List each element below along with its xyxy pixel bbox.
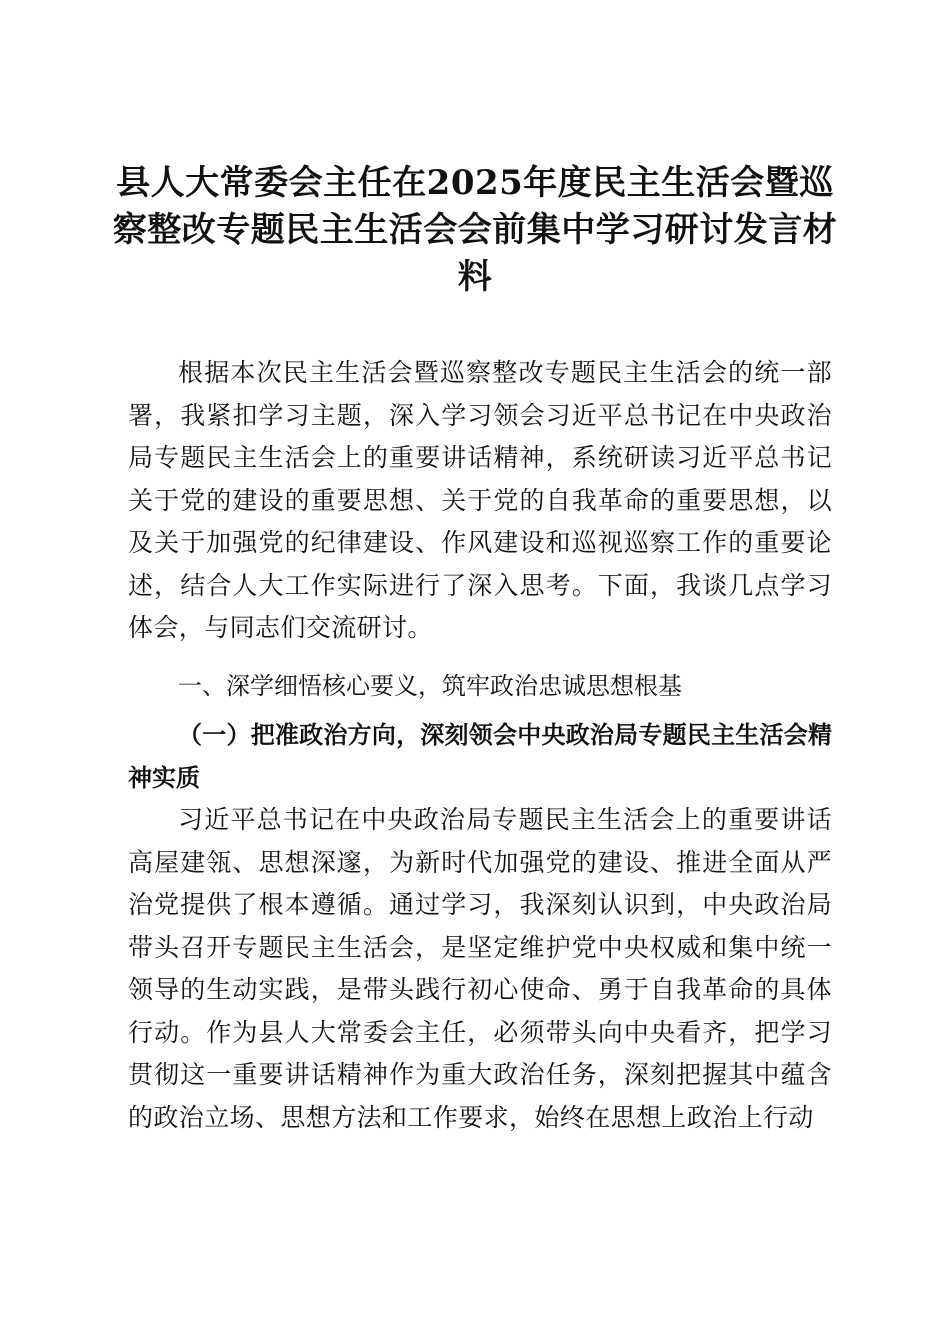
document-title: 县人大常委会主任在2025年度民主生活会暨巡察整改专题民主生活会会前集中学习研讨发言材料	[112, 163, 838, 297]
section-heading: 一、深学细悟核心要义，筑牢政治忠诚思想根基	[178, 672, 682, 700]
subsection-heading: （一）把准政治方向，深刻领会中央政治局专题民主生活会精神实质	[128, 720, 832, 792]
body-paragraph: 习近平总书记在中央政治局专题民主生活会上的重要讲话高屋建瓴、思想深邃，为新时代加强党的建设、推进全面从严治党提供了根本遵循。通过学习，我深刻认识到，中央政治局带头召开专题民主生活会，是坚定维护党中央权威和集中统一领导的生动实践，是带头践行初心使命、勇于自我革命的具体行动。作为县人大常委会主任，必须带头向中央看齐，把学习贯彻这一重要讲话精神作为重大政治任务，深刻把握其中蕴含的政治立场、思想方法和工作要求，始终在思想上政治上行动	[128, 805, 832, 1132]
intro-paragraph: 根据本次民主生活会暨巡察整改专题民主生活会的统一部署，我紧扣学习主题，深入学习领会习近平总书记在中央政治局专题民主生活会上的重要讲话精神，系统研读习近平总书记关于党的建设的重要思想、关于党的自我革命的重要思想，以及关于加强党的纪律建设、作风建设和巡视巡察工作的重要论述，结合人大工作实际进行了深入思考。下面，我谈几点学习体会，与同志们交流研讨。	[128, 358, 832, 642]
